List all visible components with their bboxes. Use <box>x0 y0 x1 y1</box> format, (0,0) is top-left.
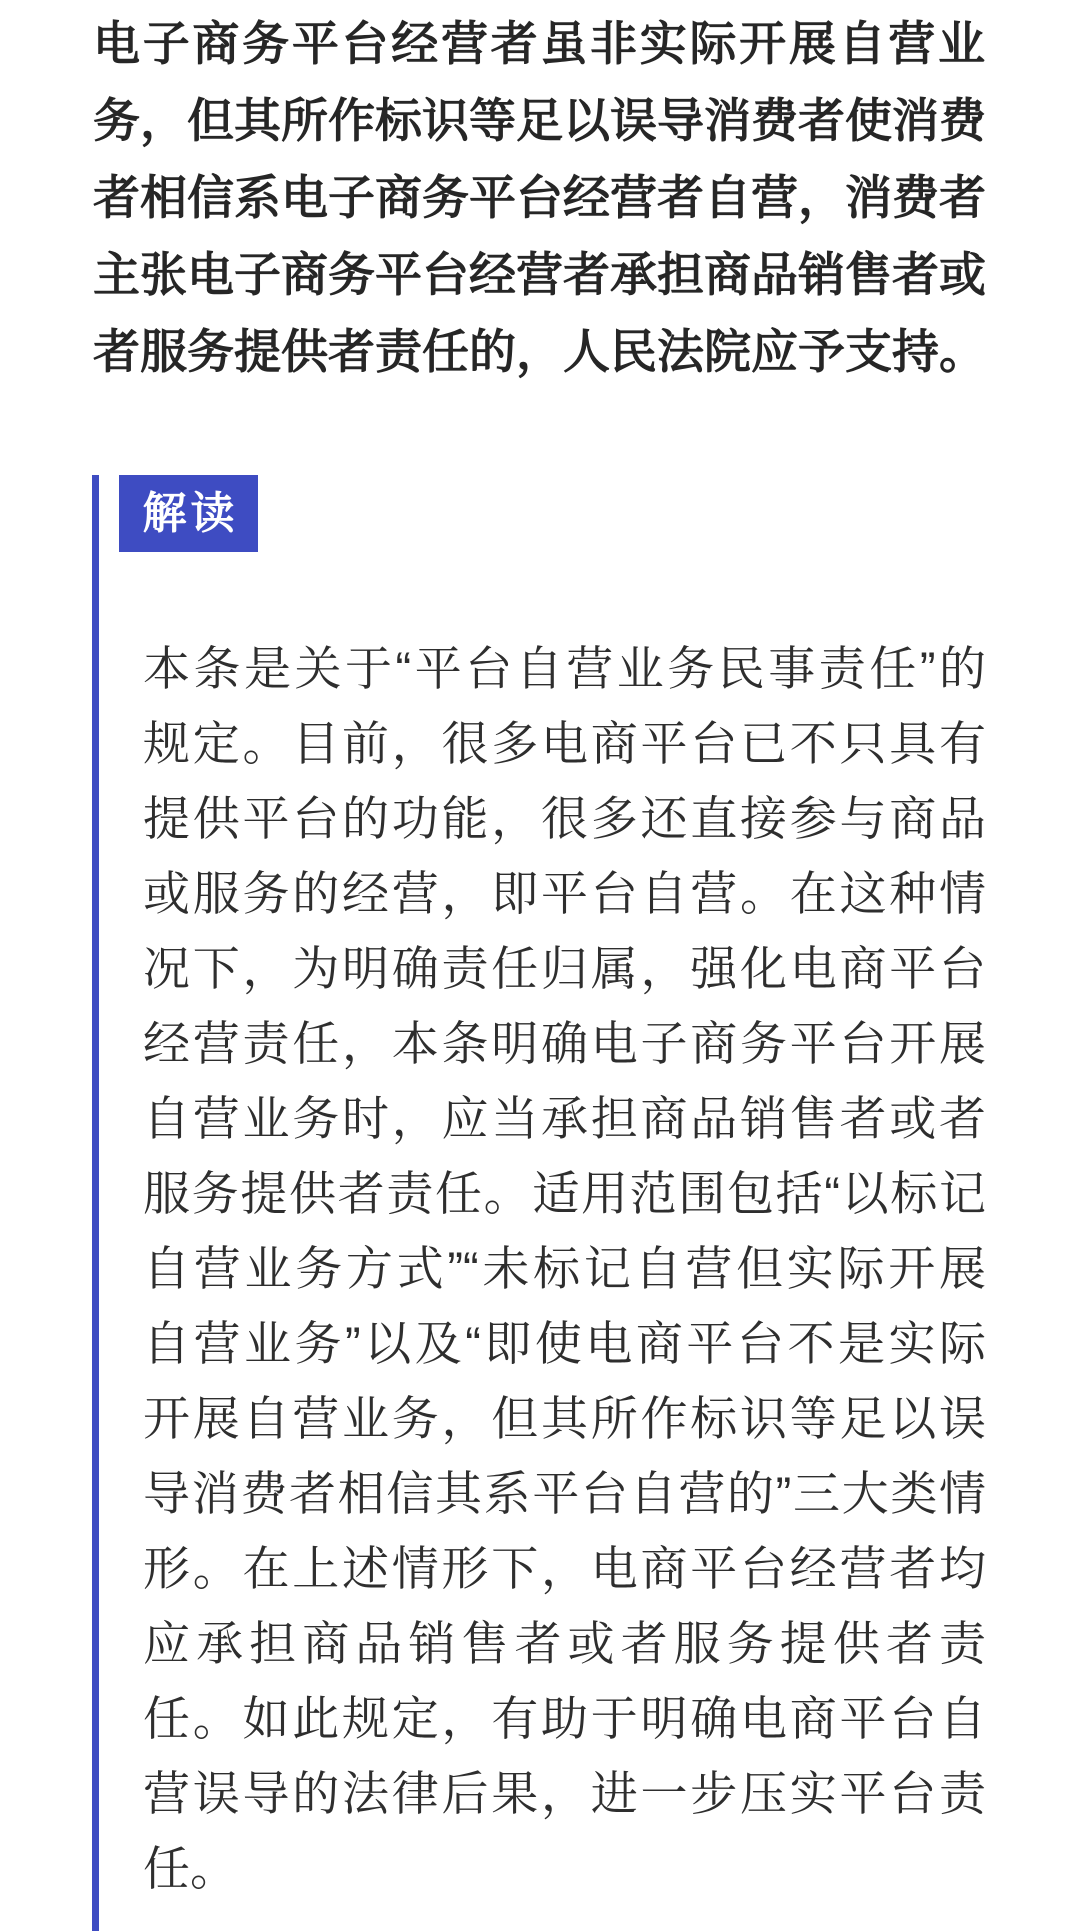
text-line: 导消费者相信其系平台自营的”三大类情 <box>143 1467 986 1520</box>
text-line: 电子商务平台经营者虽非实际开展自营业 <box>93 17 985 70</box>
text-line: 应承担商品销售者或者服务提供者责 <box>143 1617 986 1670</box>
text-line: 提供平台的功能，很多还直接参与商品 <box>143 792 986 845</box>
text-line: 本条是关于“平台自营业务民事责任”的 <box>143 642 986 695</box>
text-line: 任。如此规定，有助于明确电商平台自 <box>143 1692 986 1745</box>
text-line: 况下，为明确责任归属，强化电商平台 <box>143 942 986 995</box>
text-line: 自营业务时，应当承担商品销售者或者 <box>143 1092 986 1145</box>
text-line: 者服务提供者责任的，人民法院应予支持。 <box>93 325 986 378</box>
text-line: 形。在上述情形下，电商平台经营者均 <box>143 1542 986 1595</box>
text-line: 自营业务方式”“未标记自营但实际开展 <box>143 1242 986 1295</box>
interpretation-badge-label: 解读 <box>142 488 239 538</box>
text-line: 开展自营业务，但其所作标识等足以误 <box>143 1392 986 1445</box>
text-line: 自营业务”以及“即使电商平台不是实际 <box>143 1317 986 1370</box>
text-line: 规定。目前，很多电商平台已不只具有 <box>143 717 986 770</box>
text-line: 经营责任，本条明确电子商务平台开展 <box>143 1017 986 1070</box>
interpretation-badge <box>119 475 258 552</box>
section-accent-bar <box>92 475 99 1931</box>
text-line: 营误导的法律后果，进一步压实平台责 <box>143 1767 986 1820</box>
statute-paragraph <box>93 5 985 390</box>
interpretation-paragraph <box>143 631 986 1906</box>
text-line: 者相信系电子商务平台经营者自营，消费者 <box>93 171 986 224</box>
text-line: 任。 <box>143 1842 237 1895</box>
text-line: 或服务的经营，即平台自营。在这种情 <box>143 867 986 920</box>
text-line: 服务提供者责任。适用范围包括“以标记 <box>143 1167 986 1220</box>
text-line: 务，但其所作标识等足以误导消费者使消费 <box>93 94 986 147</box>
text-line: 主张电子商务平台经营者承担商品销售者或 <box>93 248 986 301</box>
